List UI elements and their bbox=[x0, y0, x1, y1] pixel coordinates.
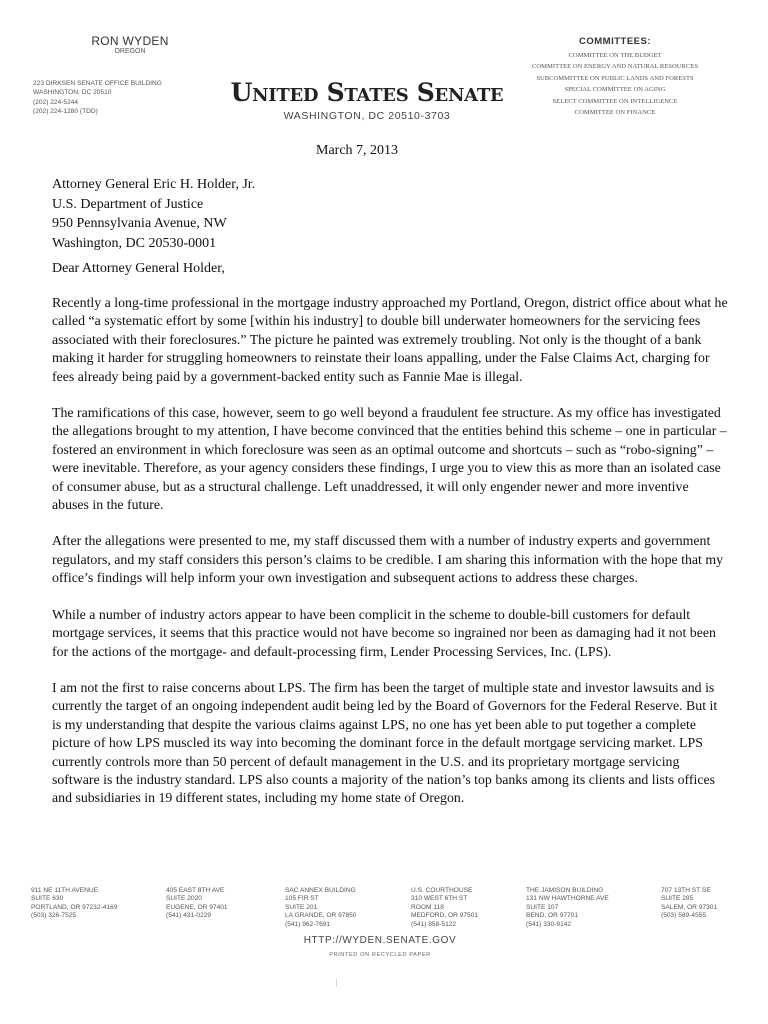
office-line: 310 WEST 6TH ST bbox=[411, 895, 468, 903]
office-line: SUITE 630 bbox=[31, 895, 64, 903]
dc-address-line: (202) 224-5244 bbox=[33, 98, 79, 106]
committee-item: SELECT COMMITTEE ON INTELLIGENCE bbox=[552, 97, 678, 105]
committee-item: SUBCOMMITTEE ON PUBLIC LANDS AND FORESTS bbox=[536, 74, 694, 82]
office-line: SAC ANNEX BUILDING bbox=[285, 887, 356, 894]
letter-date: March 7, 2013 bbox=[316, 143, 399, 158]
office-la-grande bbox=[285, 887, 405, 929]
office-line: SALEM, OR 97301 bbox=[661, 903, 718, 911]
committee-item: COMMITTEE ON FINANCE bbox=[574, 109, 656, 117]
office-line: 911 NE 11TH AVENUE bbox=[31, 887, 99, 894]
office-portland bbox=[31, 887, 151, 921]
recipient-line: 950 Pennsylvania Avenue, NW bbox=[52, 216, 227, 231]
dc-address-line: (202) 224-1280 (TDD) bbox=[33, 108, 98, 116]
letter-body bbox=[52, 294, 728, 826]
website-url: HTTP://WYDEN.SENATE.GOV bbox=[303, 935, 457, 946]
recipient-line: Attorney General Eric H. Holder, Jr. bbox=[52, 177, 256, 192]
office-line: (541) 962-7691 bbox=[285, 920, 331, 928]
office-line: BEND, OR 97701 bbox=[526, 912, 579, 920]
office-line: SUITE 201 bbox=[285, 903, 318, 911]
senate-city: WASHINGTON, DC 20510-3703 bbox=[283, 110, 451, 122]
recipient-line: U.S. Department of Justice bbox=[52, 196, 204, 212]
recipient-block bbox=[52, 175, 255, 253]
office-line: THE JAMISON BUILDING bbox=[526, 887, 604, 894]
body-paragraph: I am not the first to raise concerns about LPS. The firm has been the target of multiple state and investor lawsuits and is currently the target of an ongoing independent audit being led by the Board of Governors for the Federal Reserve. But it is my understanding that despite the various claims against LPS, no one has yet been able to put together a complete picture of how LPS muscled its way into becoming the dominant force in the default mortgage servicing market. LPS currently controls more than 50 percent of default management in the U.S. and its proprietary mortgage servicing software is the industry standard. LPS also counts a majority of the nation’s top banks among its clients and lists offices and subsidiaries in 19 different states, including my home state of Oregon. bbox=[52, 679, 718, 806]
senator-name: RON WYDEN bbox=[91, 34, 169, 48]
office-line: (541) 330-9142 bbox=[526, 920, 572, 928]
office-line: 405 EAST 8TH AVE bbox=[166, 887, 225, 894]
committee-item: COMMITTEE ON THE BUDGET bbox=[568, 52, 662, 59]
office-line: LA GRANDE, OR 97850 bbox=[285, 912, 357, 920]
office-line: MEDFORD, OR 97501 bbox=[411, 912, 479, 920]
office-bend bbox=[526, 887, 646, 929]
office-line: SUITE 285 bbox=[661, 895, 694, 903]
body-paragraph: Recently a long-time professional in the mortgage industry approached my Portland, Oregon, district office about what he called “a systematic effort by some [within his industry] to double bill underwater homeowners for the servicing fees associated with their foreclosures.” The picture he painted was extremely troubling. Not only is the thought of a bank making it harder for struggling homeowners to reinstate their loans appalling, under the False Claims Act, charging for fees already being paid by a government-backed entity such as Fannie Mae is illegal. bbox=[52, 295, 728, 384]
office-line: (503) 589-4555 bbox=[661, 912, 707, 920]
senate-title: United States Senate bbox=[230, 78, 504, 107]
salutation: Dear Attorney General Holder, bbox=[52, 261, 225, 276]
dc-address-line: WASHINGTON, DC 20510 bbox=[33, 89, 112, 97]
office-line: U.S. COURTHOUSE bbox=[411, 887, 473, 894]
office-line: SUITE 107 bbox=[526, 903, 559, 911]
body-paragraph: After the allegations were presented to me, my staff discussed them with a number of industry experts and government regulators, and my staff considers this person’s claims to be credible. I am sharing this information with the hope that my office’s findings will help inform your own investigation and subsequent actions to address these charges. bbox=[52, 533, 724, 586]
committees-list bbox=[500, 50, 730, 118]
body-paragraph: The ramifications of this case, however, seem to go well beyond a fraudulent fee structure. As my office has investigated the allegations brought to my attention, I have become convinced that the entities behind this scheme – one in particular – fostered an environment in which foreclosure was seen as an optimal outcome and shortcuts – such as “robo-signing” – were inevitable. Therefore, as your agency considers these findings, I urge you to view this as more than an isolated case of consumer abuse, but as a structural challenge. Left unaddressed, it will only engender newer and more inventive abuses in the future. bbox=[52, 405, 727, 513]
dc-office-address bbox=[33, 79, 162, 117]
office-medford bbox=[411, 887, 531, 929]
page-mark: | bbox=[336, 978, 338, 987]
office-line: ROOM 118 bbox=[411, 903, 444, 911]
office-line: 707 13TH ST SE bbox=[661, 887, 711, 894]
office-line: PORTLAND, OR 97232-4169 bbox=[31, 903, 118, 911]
dc-address-line: 223 DIRKSEN SENATE OFFICE BUILDING bbox=[33, 80, 162, 87]
office-line: (541) 858-5122 bbox=[411, 920, 457, 928]
office-line: SUITE 2020 bbox=[166, 895, 202, 903]
office-line: 105 FIR ST bbox=[285, 895, 319, 903]
recycled-paper-note: PRINTED ON RECYCLED PAPER bbox=[329, 952, 431, 958]
office-salem bbox=[661, 887, 731, 921]
senator-state: OREGON bbox=[114, 48, 146, 55]
office-line: (503) 326-7525 bbox=[31, 912, 77, 920]
committee-item: COMMITTEE ON ENERGY AND NATURAL RESOURCES bbox=[531, 63, 698, 71]
office-line: (541) 431-0229 bbox=[166, 912, 212, 920]
office-eugene bbox=[166, 887, 286, 921]
recipient-line: Washington, DC 20530-0001 bbox=[52, 235, 217, 251]
office-line: 131 NW HAWTHORNE AVE bbox=[526, 895, 609, 903]
office-line: EUGENE, OR 97401 bbox=[166, 903, 228, 911]
committee-item: SPECIAL COMMITTEE ON AGING bbox=[564, 86, 666, 94]
body-paragraph: While a number of industry actors appear to have been complicit in the scheme to double-bill customers for default mortgage services, it seems that this practice would not have become so ingrained nor been as damaging had it not been for the actions of the mortgage- and default-processing firm, Lender Processing Services, Inc. (LPS). bbox=[52, 606, 716, 659]
committees-title: COMMITTEES: bbox=[579, 36, 651, 47]
